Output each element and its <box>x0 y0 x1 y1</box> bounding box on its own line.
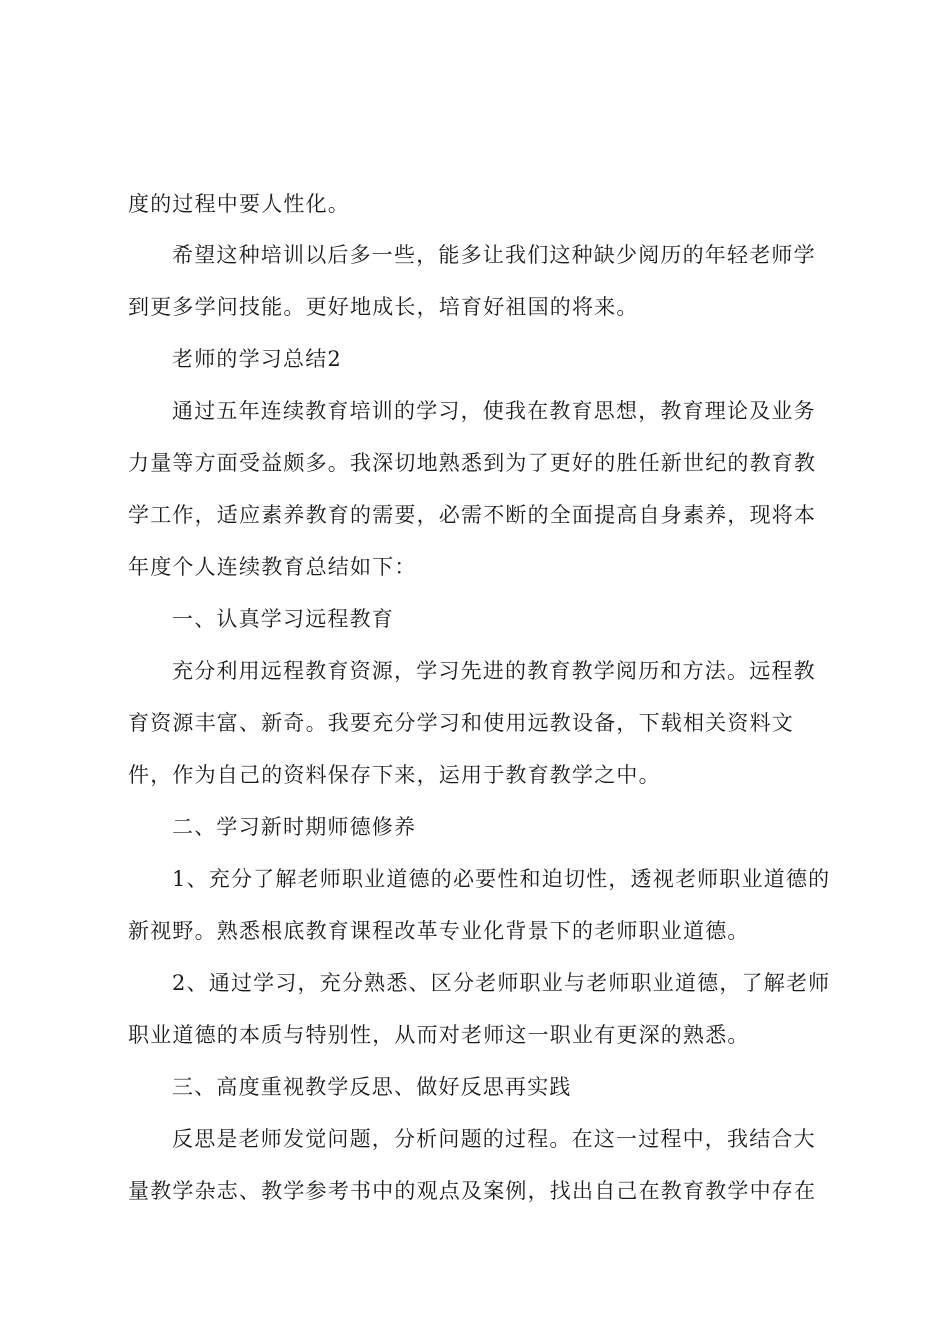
section-heading: 三、高度重视教学反思、做好反思再实践 <box>172 1075 572 1099</box>
paragraph-line: 新视野。熟悉根底教育课程改革专业化背景下的老师职业道德。 <box>128 919 750 943</box>
paragraph-line: 2、通过学习，充分熟悉、区分老师职业与老师职业道德，了解老师 <box>172 971 831 995</box>
paragraph-line: 力量等方面受益颇多。我深切地熟悉到为了更好的胜任新世纪的教育教 <box>128 451 817 475</box>
paragraph-line: 量教学杂志、教学参考书中的观点及案例，找出自己在教育教学中存在 <box>128 1179 817 1203</box>
section-heading: 一、认真学习远程教育 <box>172 607 394 631</box>
paragraph-line: 通过五年连续教育培训的学习，使我在教育思想，教育理论及业务 <box>172 399 816 423</box>
paragraph-line: 反思是老师发觉问题，分析问题的过程。在这一过程中，我结合大 <box>172 1127 816 1151</box>
paragraph-line: 年度个人连续教育总结如下： <box>128 555 417 579</box>
paragraph-line: 育资源丰富、新奇。我要充分学习和使用远教设备，下载相关资料文 <box>128 711 794 735</box>
paragraph-line: 学工作，适应素养教育的需要，必需不断的全面提高自身素养，现将本 <box>128 503 817 527</box>
paragraph-line: 到更多学问技能。更好地成长，培育好祖国的将来。 <box>128 295 639 319</box>
paragraph-line: 充分利用远程教育资源，学习先进的教育教学阅历和方法。远程教 <box>172 659 816 683</box>
paragraph-line: 职业道德的本质与特别性，从而对老师这一职业有更深的熟悉。 <box>128 1023 750 1047</box>
paragraph-line: 1、充分了解老师职业道德的必要性和迫切性，透视老师职业道德的 <box>172 867 831 891</box>
paragraph-line: 希望这种培训以后多一些，能多让我们这种缺少阅历的年轻老师学 <box>172 243 816 267</box>
section-title: 老师的学习总结2 <box>172 347 342 371</box>
section-heading: 二、学习新时期师德修养 <box>172 815 417 839</box>
paragraph-line: 件，作为自己的资料保存下来，运用于教育教学之中。 <box>128 763 661 787</box>
paragraph-line: 度的过程中要人性化。 <box>128 192 350 216</box>
